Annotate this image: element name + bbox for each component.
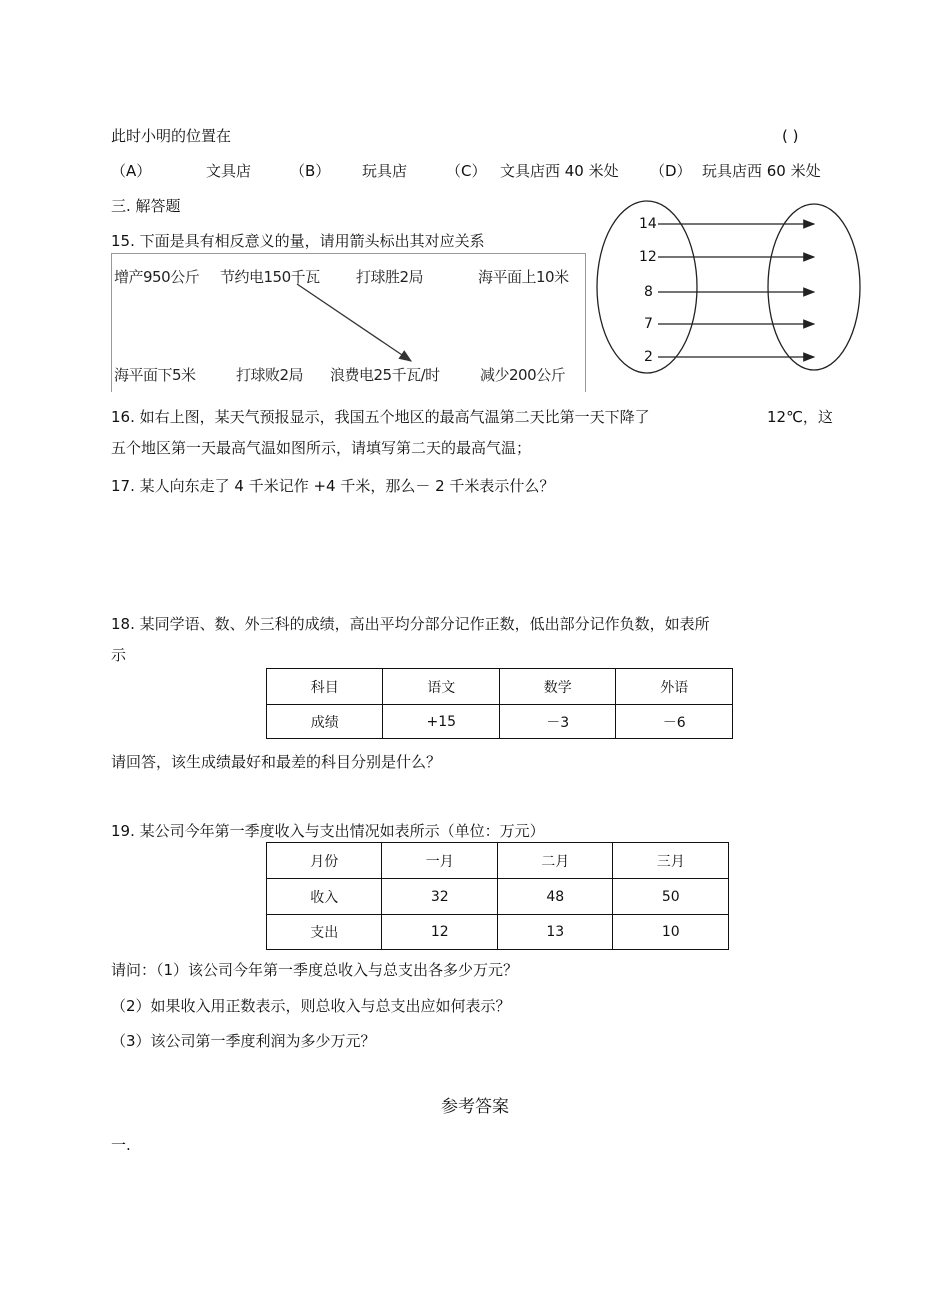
q19-text: 19. 某公司今年第一季度收入与支出情况如表所示（单位：万元） [111,822,545,840]
scores-table [266,668,733,739]
q18-line2: 示 [111,646,127,664]
option-d-text: 玩具店西 60 米处 [702,162,821,180]
table-cell: 32 [382,879,498,915]
q15-bottom-item: 海平面下5米 [114,366,196,384]
q19-sub2: （2）如果收入用正数表示，则总收入与总支出应如何表示？ [111,997,511,1015]
table-header-row [267,843,729,879]
option-a-text: 文具店 [206,162,252,180]
table-row [267,879,729,915]
q15-example-arrow [112,254,585,392]
table-cell: 支出 [267,915,382,950]
table-header-cell: 三月 [613,843,729,879]
table-row [267,915,729,950]
q16-line1-end: 12℃，这 [767,408,833,426]
table-header-cell: 语文 [383,669,500,705]
option-c-text: 文具店西 40 米处 [500,162,619,180]
table-cell: 50 [613,879,729,915]
q19-sub3: （3）该公司第一季度利润为多少万元？ [111,1032,376,1050]
q16-line1: 16. 如右上图，某天气预报显示，我国五个地区的最高气温第二天比第一天下降了 [111,408,650,426]
diagram-shapes [596,198,864,376]
table-header-cell: 二月 [497,843,613,879]
table-cell: －3 [500,705,616,739]
q16-line2: 五个地区第一天最高气温如图所示，请填写第二天的最高气温； [111,439,532,457]
table-header-cell: 月份 [267,843,382,879]
table-cell: 收入 [267,879,382,915]
table-cell: 12 [382,915,498,950]
table-header-cell: 一月 [382,843,498,879]
diagram-value: 7 [644,316,653,332]
section-title: 三. 解答题 [111,197,181,215]
diagram-value: 12 [639,249,657,265]
option-d-label: （D） [650,162,692,180]
q19-sub1: 请问：（1）该公司今年第一季度总收入与总支出各多少万元？ [111,961,519,979]
q15-top-item: 打球胜2局 [356,268,424,286]
q15-text: 15. 下面是具有相反意义的量，请用箭头标出其对应关系 [111,232,485,250]
temperature-mapping-diagram [596,198,864,376]
finance-table [266,842,729,950]
q14-answer-bracket: ( ) [782,127,799,145]
table-cell: 48 [497,879,613,915]
option-b-text: 玩具店 [362,162,408,180]
option-c-label: （C） [446,162,487,180]
q15-bottom-item: 浪费电25千瓦/时 [330,366,440,384]
q17-text: 17. 某人向东走了 4 千米记作 +4 千米，那么－ 2 千米表示什么？ [111,477,555,495]
option-a-label: （A） [111,162,152,180]
q15-top-item: 节约电150千瓦 [220,268,320,286]
table-header-cell: 科目 [267,669,383,705]
q15-top-item: 增产950公斤 [114,268,200,286]
table-cell: －6 [616,705,733,739]
table-header-cell: 外语 [616,669,733,705]
answers-section-one: 一. [111,1136,131,1154]
answers-title: 参考答案 [441,1097,509,1117]
q15-bottom-item: 减少200公斤 [480,366,566,384]
q15-top-item: 海平面上10米 [478,268,569,286]
table-row [267,705,733,739]
q15-bottom-item: 打球败2局 [236,366,304,384]
table-cell: 10 [613,915,729,950]
table-cell: 成绩 [267,705,383,739]
table-header-row [267,669,733,705]
table-header-cell: 数学 [500,669,616,705]
diagram-value: 2 [644,349,653,365]
table-cell: +15 [383,705,500,739]
q15-image-frame [111,253,586,392]
diagram-value: 14 [639,216,657,232]
q18-line1: 18. 某同学语、数、外三科的成绩，高出平均分部分记作正数，低出部分记作负数，如表所 [111,615,710,633]
table-cell: 13 [497,915,613,950]
q14-line: 此时小明的位置在 [111,127,232,145]
option-b-label: （B） [290,162,331,180]
q18-question: 请回答，该生成绩最好和最差的科目分别是什么？ [111,753,442,771]
diagram-value: 8 [644,284,653,300]
